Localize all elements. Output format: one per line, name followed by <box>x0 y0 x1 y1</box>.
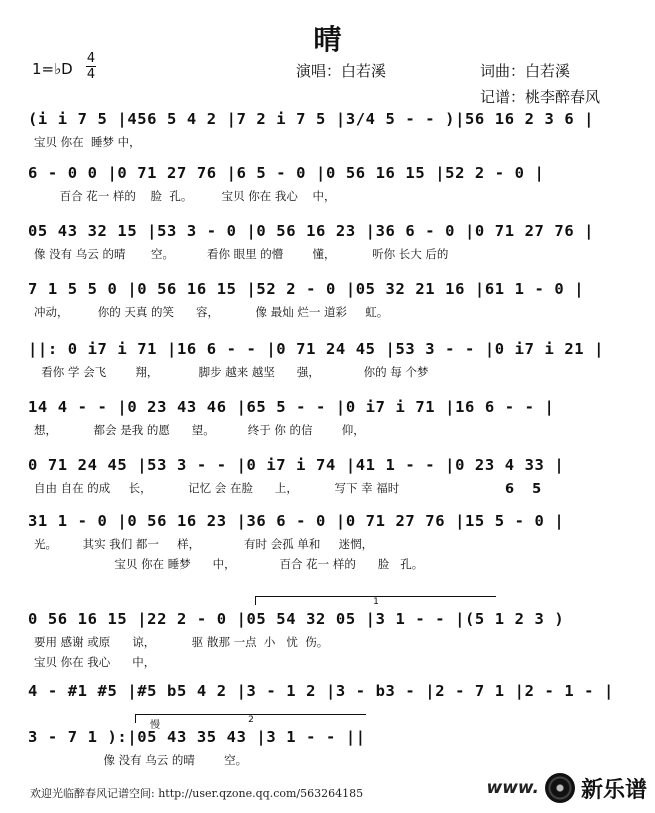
alternate-notes: 6 5 <box>505 482 542 497</box>
lyric-row: 百合 花一 样的 脸 孔。 宝贝 你在 我心 中， <box>34 189 336 203</box>
notation-row: 05 43 32 15 |53 3 - 0 |0 56 16 23 |36 6 - 0 |0 71 27 76 | <box>28 222 595 240</box>
notation-row: 14 4 - - |0 23 43 46 |65 5 - - |0 i7 i 71 |16 6 - - | <box>28 398 555 416</box>
lyric-row: 想， 都会 是我 的愿 望。 终于 你 的信 仰， <box>34 423 365 437</box>
notation-row: 6 - 0 0 |0 71 27 76 |6 5 - 0 |0 56 16 15 |52 2 - 0 | <box>28 164 545 182</box>
notation-row: 3 - 7 1 ):|05 43 35 43 |3 1 - - || <box>28 728 366 746</box>
lyric-row: 宝贝 你在 我心 中， <box>34 655 156 669</box>
score-line <box>0 222 655 282</box>
notation-row: 0 71 24 45 |53 3 - - |0 i7 i 74 |41 1 - - |0 23 4 33 | <box>28 456 565 474</box>
notation-row: 0 56 16 15 |22 2 - 0 |05 54 32 05 |3 1 - - |(5 1 2 3 ) <box>28 610 565 628</box>
score-line <box>0 164 655 224</box>
score-line <box>0 110 655 170</box>
lyric-row: 像 没有 乌云 的晴 空。 看你 眼里 的懵 懂， 听你 长大 后的 <box>34 247 449 261</box>
footer-credit: 欢迎光临醉春风记谱空间: http://user.qzone.qq.com/563264185 <box>30 787 364 800</box>
volta-bracket: 1 <box>255 596 496 605</box>
notation-row: 4 - #1 #5 |#5 b5 4 2 |3 - 1 2 |3 - b3 - |2 - 7 1 |2 - 1 - | <box>28 682 614 700</box>
score-line <box>0 456 655 516</box>
time-signature <box>86 52 96 81</box>
time-sig-top: 4 <box>86 51 96 66</box>
notation-row: (i i 7 5 |456 5 4 2 |7 2 i 7 5 |3/4 5 - - )|56 16 2 3 6 | <box>28 110 595 128</box>
lyric-row: 看你 学 会飞 翔， 脚步 越来 越坚 强， 你的 每 个梦 <box>34 365 429 379</box>
lyricist-credit: 词曲：白若溪 <box>480 62 571 80</box>
logo-www: www. <box>486 778 539 798</box>
singer-credit: 演唱：白若溪 <box>296 62 387 80</box>
volta-bracket: 2 <box>135 714 366 723</box>
lyric-row: 冲动， 你的 天真 的笑 容， 像 最灿 烂一 道彩 虹。 <box>34 305 389 319</box>
lyric-row: 要用 感谢 或原 谅， 驱 散那 一点 小 忧 伤。 <box>34 635 329 649</box>
lyric-row: 自由 自在 的成 长， 记忆 会 在脸 上， 写下 幸 福时 <box>34 481 400 495</box>
score-line <box>0 280 655 340</box>
lyric-row: 宝贝 你在 睡梦 中， 百合 花一 样的 脸 孔。 <box>34 557 424 571</box>
lyric-row: 宝贝 你在 睡梦 中， <box>34 135 141 149</box>
record-disc-icon <box>545 773 575 803</box>
key-signature: 1=♭D <box>32 60 73 78</box>
transcriber-credit: 记谱：桃李醉春风 <box>480 88 601 106</box>
score-line <box>0 597 655 670</box>
logo-text: 新乐谱 <box>580 777 647 803</box>
notation-row: 7 1 5 5 0 |0 56 16 15 |52 2 - 0 |05 32 21 16 |61 1 - 0 | <box>28 280 585 298</box>
lyric-row: 光。 其实 我们 都一 样， 有时 会孤 单和 迷惘， <box>34 537 374 551</box>
site-logo <box>486 770 647 806</box>
lyric-row: 像 没有 乌云 的晴 空。 <box>34 753 248 767</box>
song-title: 晴 <box>313 23 342 56</box>
score-line <box>0 398 655 458</box>
notation-row: ||: 0 i7 i 71 |16 6 - - |0 71 24 45 |53 3 - - |0 i7 i 21 | <box>28 340 605 358</box>
score-line <box>0 340 655 400</box>
tempo-marking: 慢 <box>150 720 160 731</box>
time-sig-bottom: 4 <box>86 67 96 82</box>
notation-row: 31 1 - 0 |0 56 16 23 |36 6 - 0 |0 71 27 76 |15 5 - 0 | <box>28 512 565 530</box>
